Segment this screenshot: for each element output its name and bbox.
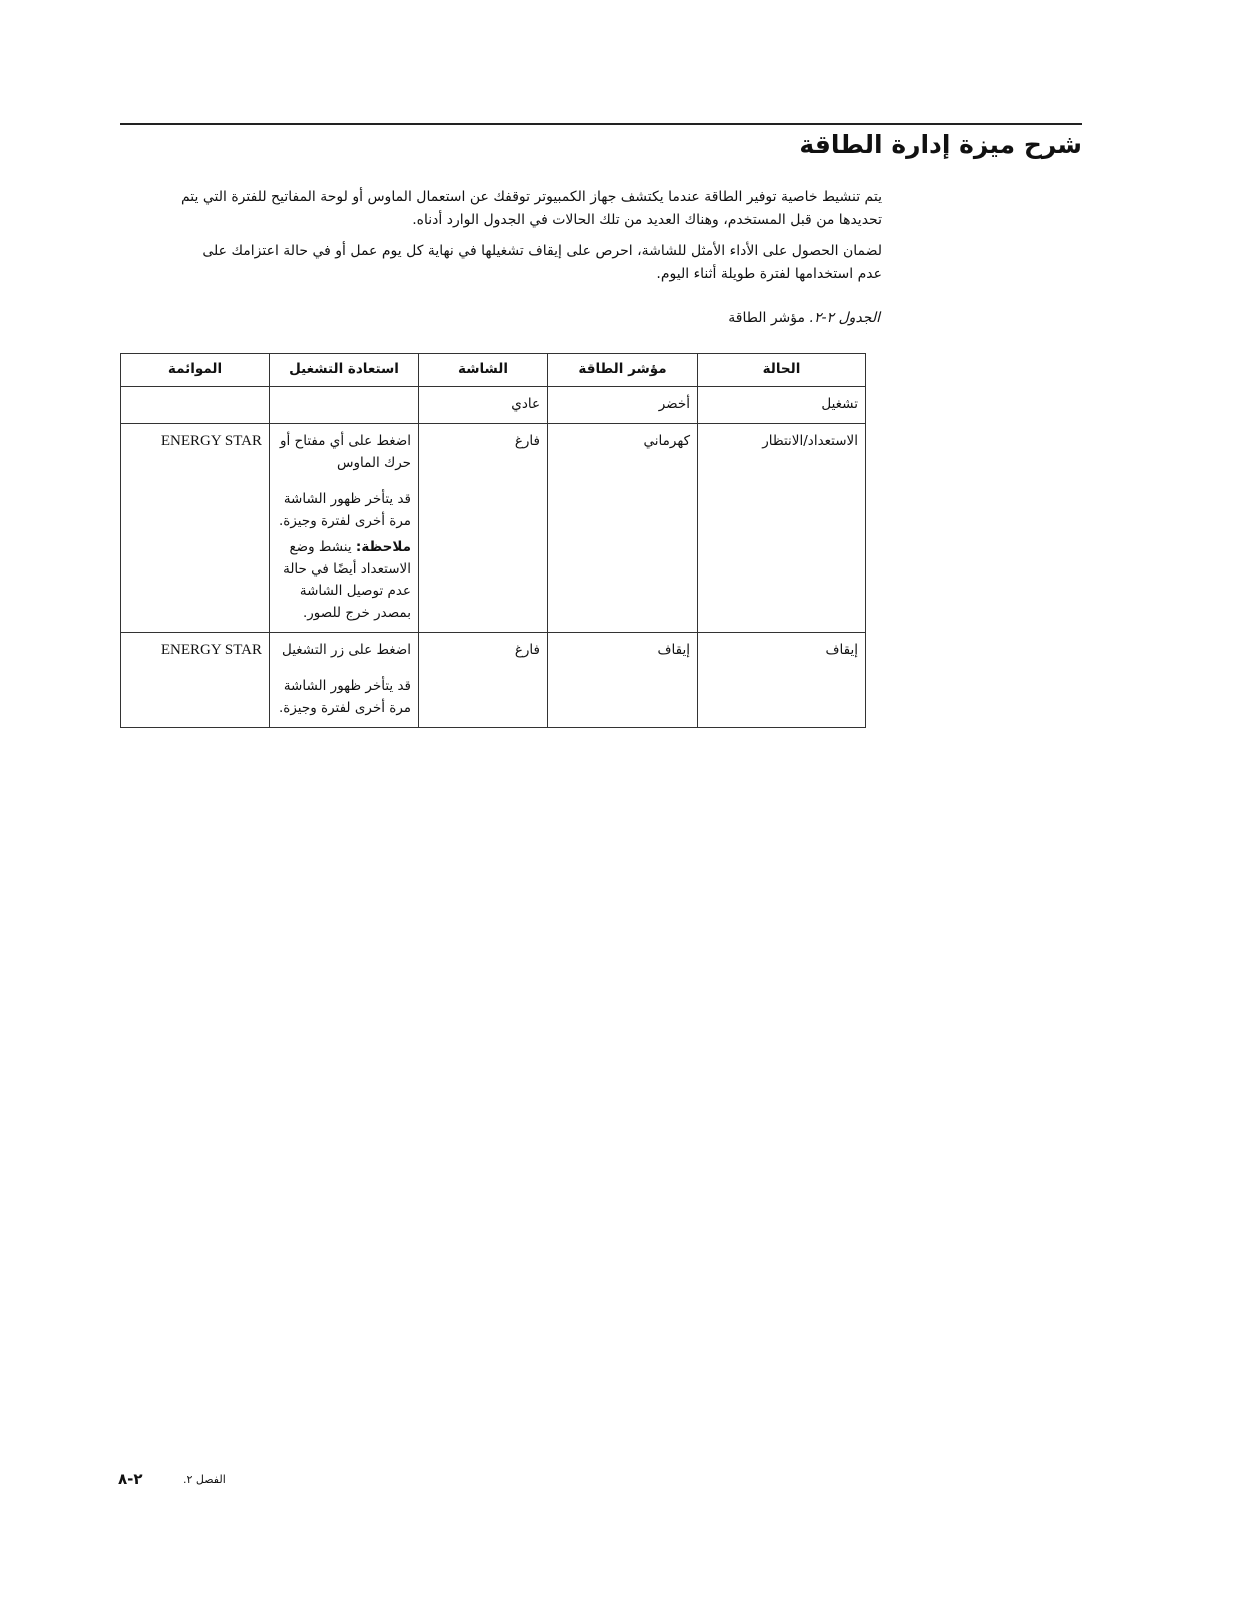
restore-line: قد يتأخر ظهور الشاشة	[283, 678, 411, 694]
cell-compliance	[121, 387, 270, 424]
cell-compliance	[121, 424, 270, 633]
table-header-row	[121, 354, 866, 387]
power-modes-table	[120, 353, 866, 728]
cell-restore	[270, 633, 419, 728]
intro-line-1: يتم تنشيط خاصية توفير الطاقة عندما يكتشف جهاز الكمبيوتر توقفك عن استعمال الماوس أو لوحة المفاتيح للفترة التي يتم	[180, 189, 882, 205]
cell-restore	[270, 424, 419, 633]
cell-screen: عادي	[419, 387, 548, 424]
energy-star-label: ENERGY STAR	[160, 433, 262, 449]
page-title: شرح ميزة إدارة الطاقة	[799, 130, 1082, 159]
table-caption	[728, 310, 880, 326]
header-screen: الشاشة	[419, 354, 548, 387]
header-compliance: الموائمة	[121, 354, 270, 387]
table-row	[121, 633, 866, 728]
header-rule	[120, 123, 1082, 125]
note-label: ملاحظة:	[355, 539, 411, 555]
table-row	[121, 424, 866, 633]
restore-line: حرك الماوس	[337, 455, 411, 471]
table-row	[121, 387, 866, 424]
restore-line: اضغط على أي مفتاح أو	[279, 433, 411, 449]
cell-state: تشغيل	[698, 387, 866, 424]
restore-line: مرة أخرى لفترة وجيزة.	[278, 513, 411, 529]
header-power-indicator: مؤشر الطاقة	[548, 354, 698, 387]
restore-line: اضغط على زر التشغيل	[281, 642, 411, 658]
tip-line-2: عدم استخدامها لفترة طويلة أثناء اليوم.	[656, 266, 882, 282]
table-caption-title: مؤشر الطاقة	[728, 310, 806, 326]
cell-power-indicator: أخضر	[548, 387, 698, 424]
note-line: عدم توصيل الشاشة	[299, 583, 411, 599]
intro-line-2: تحديدها من قبل المستخدم، وهناك العديد من تلك الحالات في الجدول الوارد أدناه.	[412, 212, 882, 228]
header-restore-operation: استعادة التشغيل	[270, 354, 419, 387]
cell-screen: فارغ	[419, 633, 548, 728]
header-state: الحالة	[698, 354, 866, 387]
cell-compliance	[121, 633, 270, 728]
cell-power-indicator: كهرماني	[548, 424, 698, 633]
cell-state: الاستعداد/الانتظار	[698, 424, 866, 633]
tip-paragraph	[202, 240, 882, 286]
cell-screen: فارغ	[419, 424, 548, 633]
note-line: الاستعداد أيضًا في حالة	[283, 561, 411, 577]
cell-state: إيقاف	[698, 633, 866, 728]
note-line: بمصدر خرج للصور.	[302, 605, 411, 621]
tip-line-1: لضمان الحصول على الأداء الأمثل للشاشة، احرص على إيقاف تشغيلها في نهاية كل يوم عمل أو في حالة اعتزامك على	[202, 243, 882, 259]
cell-power-indicator: إيقاف	[548, 633, 698, 728]
intro-paragraph	[181, 186, 882, 232]
note-line	[277, 536, 411, 558]
chapter-label: الفصل ٢.	[183, 1473, 226, 1486]
restore-line: مرة أخرى لفترة وجيزة.	[278, 700, 411, 716]
table-caption-label: الجدول ٢-٢.	[809, 310, 880, 326]
energy-star-label: ENERGY STAR	[160, 642, 262, 658]
cell-restore	[270, 387, 419, 424]
page-number: ٢-٨	[118, 1470, 143, 1488]
note-text: ينشط وضع	[289, 539, 352, 555]
restore-line: قد يتأخر ظهور الشاشة	[283, 491, 411, 507]
